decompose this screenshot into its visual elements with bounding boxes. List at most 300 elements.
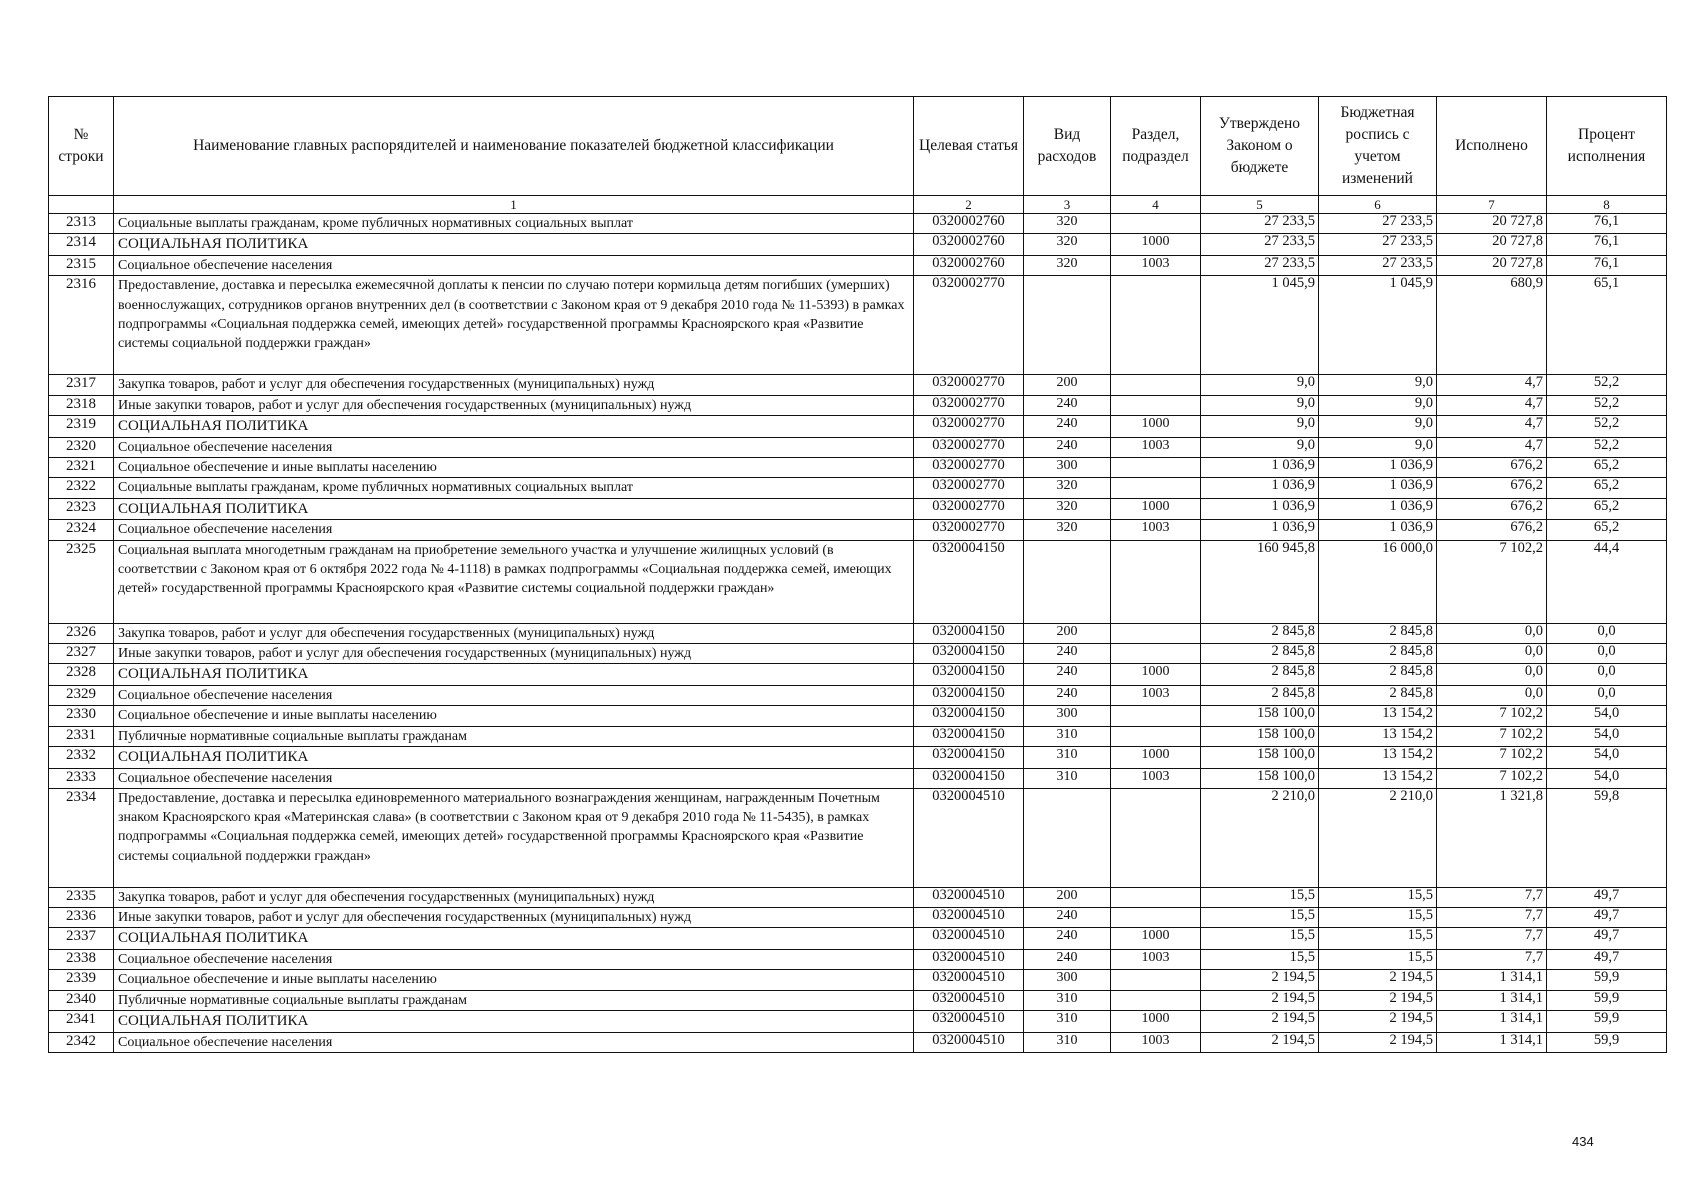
table-row: [49, 990, 1667, 1010]
execution-percent: 76,1: [1547, 256, 1667, 276]
section-code: 1003: [1111, 768, 1201, 788]
execution-percent: 0,0: [1547, 623, 1667, 643]
executed-amount: 1 314,1: [1437, 970, 1547, 990]
row-number: 2320: [49, 437, 114, 457]
approved-amount: 15,5: [1201, 887, 1319, 907]
table-row: [49, 498, 1667, 520]
budget-plan-amount: 2 845,8: [1319, 664, 1437, 686]
executed-amount: 7 102,2: [1437, 768, 1547, 788]
target-article: 0320002770: [914, 457, 1024, 477]
execution-percent: 54,0: [1547, 706, 1667, 726]
execution-percent: 44,4: [1547, 540, 1667, 623]
approved-amount: 2 194,5: [1201, 970, 1319, 990]
row-number: 2341: [49, 1011, 114, 1033]
indicator-name: Социальные выплаты гражданам, кроме публичных нормативных социальных выплат: [114, 214, 914, 234]
approved-amount: 1 045,9: [1201, 276, 1319, 375]
budget-plan-amount: 1 036,9: [1319, 498, 1437, 520]
target-article: 0320004150: [914, 540, 1024, 623]
table-row: [49, 623, 1667, 643]
section-code: 1003: [1111, 256, 1201, 276]
column-number-blank: [49, 196, 114, 214]
execution-percent: 0,0: [1547, 664, 1667, 686]
target-article: 0320002770: [914, 395, 1024, 415]
table-row: [49, 685, 1667, 705]
budget-plan-amount: 27 233,5: [1319, 214, 1437, 234]
expense-type: 240: [1024, 643, 1111, 663]
budget-execution-table: [48, 96, 1667, 1053]
approved-amount: 27 233,5: [1201, 234, 1319, 256]
budget-plan-amount: 13 154,2: [1319, 768, 1437, 788]
indicator-name: Социальное обеспечение населения: [114, 685, 914, 705]
indicator-name: СОЦИАЛЬНАЯ ПОЛИТИКА: [114, 664, 914, 686]
section-code: 1000: [1111, 234, 1201, 256]
approved-amount: 1 036,9: [1201, 498, 1319, 520]
approved-amount: 9,0: [1201, 437, 1319, 457]
column-number: 6: [1319, 196, 1437, 214]
table-header-row: [49, 97, 1667, 196]
table-row: [49, 908, 1667, 928]
table-row: [49, 478, 1667, 498]
section-code: 1000: [1111, 498, 1201, 520]
approved-amount: 1 036,9: [1201, 457, 1319, 477]
execution-percent: 59,9: [1547, 1011, 1667, 1033]
indicator-name: Социальное обеспечение населения: [114, 950, 914, 970]
executed-amount: 7,7: [1437, 908, 1547, 928]
expense-type: 320: [1024, 520, 1111, 540]
row-number: 2337: [49, 928, 114, 950]
expense-type: 320: [1024, 498, 1111, 520]
expense-type: 200: [1024, 375, 1111, 395]
expense-type: 300: [1024, 970, 1111, 990]
header-target-article: Целевая статья: [914, 97, 1024, 196]
expense-type: 200: [1024, 887, 1111, 907]
execution-percent: 49,7: [1547, 928, 1667, 950]
target-article: 0320002770: [914, 415, 1024, 437]
executed-amount: 7 102,2: [1437, 726, 1547, 746]
section-code: 1000: [1111, 664, 1201, 686]
expense-type: 300: [1024, 457, 1111, 477]
approved-amount: 158 100,0: [1201, 746, 1319, 768]
budget-plan-amount: 9,0: [1319, 375, 1437, 395]
indicator-name: Иные закупки товаров, работ и услуг для обеспечения государственных (муниципальных) нужд: [114, 908, 914, 928]
execution-percent: 52,2: [1547, 375, 1667, 395]
row-number: 2331: [49, 726, 114, 746]
approved-amount: 1 036,9: [1201, 478, 1319, 498]
approved-amount: 27 233,5: [1201, 214, 1319, 234]
section-code: [1111, 276, 1201, 375]
expense-type: 240: [1024, 415, 1111, 437]
header-percent: Процент исполнения: [1547, 97, 1667, 196]
indicator-name: Социальное обеспечение населения: [114, 1032, 914, 1052]
execution-percent: 0,0: [1547, 643, 1667, 663]
target-article: 0320004510: [914, 788, 1024, 887]
target-article: 0320004150: [914, 746, 1024, 768]
target-article: 0320004150: [914, 623, 1024, 643]
executed-amount: 4,7: [1437, 437, 1547, 457]
section-code: 1003: [1111, 950, 1201, 970]
table-row: [49, 375, 1667, 395]
row-number: 2333: [49, 768, 114, 788]
indicator-name: СОЦИАЛЬНАЯ ПОЛИТИКА: [114, 928, 914, 950]
approved-amount: 2 845,8: [1201, 685, 1319, 705]
budget-plan-amount: 2 194,5: [1319, 1011, 1437, 1033]
section-code: [1111, 457, 1201, 477]
budget-plan-amount: 2 845,8: [1319, 685, 1437, 705]
budget-plan-amount: 13 154,2: [1319, 726, 1437, 746]
table-row: [49, 214, 1667, 234]
indicator-name: Социальное обеспечение населения: [114, 768, 914, 788]
target-article: 0320002760: [914, 256, 1024, 276]
budget-plan-amount: 2 194,5: [1319, 970, 1437, 990]
expense-type: 240: [1024, 437, 1111, 457]
approved-amount: 2 845,8: [1201, 664, 1319, 686]
table-row: [49, 415, 1667, 437]
target-article: 0320004510: [914, 908, 1024, 928]
executed-amount: 676,2: [1437, 498, 1547, 520]
executed-amount: 4,7: [1437, 375, 1547, 395]
execution-percent: 52,2: [1547, 395, 1667, 415]
target-article: 0320002760: [914, 214, 1024, 234]
column-number: 4: [1111, 196, 1201, 214]
section-code: 1003: [1111, 1032, 1201, 1052]
budget-plan-amount: 9,0: [1319, 437, 1437, 457]
section-code: 1000: [1111, 415, 1201, 437]
target-article: 0320004150: [914, 726, 1024, 746]
row-number: 2324: [49, 520, 114, 540]
row-number: 2336: [49, 908, 114, 928]
row-number: 2318: [49, 395, 114, 415]
section-code: [1111, 990, 1201, 1010]
budget-plan-amount: 13 154,2: [1319, 706, 1437, 726]
table-row: [49, 706, 1667, 726]
indicator-name: СОЦИАЛЬНАЯ ПОЛИТИКА: [114, 415, 914, 437]
expense-type: 310: [1024, 768, 1111, 788]
table-row: [49, 928, 1667, 950]
approved-amount: 2 845,8: [1201, 623, 1319, 643]
section-code: [1111, 478, 1201, 498]
indicator-name: Закупка товаров, работ и услуг для обеспечения государственных (муниципальных) нужд: [114, 375, 914, 395]
indicator-name: СОЦИАЛЬНАЯ ПОЛИТИКА: [114, 498, 914, 520]
executed-amount: 7,7: [1437, 928, 1547, 950]
expense-type: [1024, 276, 1111, 375]
executed-amount: 20 727,8: [1437, 214, 1547, 234]
approved-amount: 2 845,8: [1201, 643, 1319, 663]
table-row: [49, 276, 1667, 375]
executed-amount: 4,7: [1437, 395, 1547, 415]
expense-type: 320: [1024, 214, 1111, 234]
table-row: [49, 234, 1667, 256]
target-article: 0320004150: [914, 643, 1024, 663]
header-name: Наименование главных распорядителей и наименование показателей бюджетной классификации: [114, 97, 914, 196]
approved-amount: 1 036,9: [1201, 520, 1319, 540]
expense-type: 310: [1024, 990, 1111, 1010]
expense-type: 320: [1024, 234, 1111, 256]
executed-amount: 7,7: [1437, 950, 1547, 970]
table-row: [49, 788, 1667, 887]
target-article: 0320004510: [914, 970, 1024, 990]
column-number-row: [49, 196, 1667, 214]
expense-type: 310: [1024, 1011, 1111, 1033]
execution-percent: 76,1: [1547, 234, 1667, 256]
approved-amount: 2 194,5: [1201, 1032, 1319, 1052]
row-number: 2314: [49, 234, 114, 256]
execution-percent: 59,9: [1547, 1032, 1667, 1052]
row-number: 2326: [49, 623, 114, 643]
executed-amount: 1 314,1: [1437, 1011, 1547, 1033]
target-article: 0320004510: [914, 950, 1024, 970]
executed-amount: 7 102,2: [1437, 706, 1547, 726]
section-code: [1111, 395, 1201, 415]
executed-amount: 0,0: [1437, 623, 1547, 643]
execution-percent: 65,2: [1547, 498, 1667, 520]
budget-plan-amount: 16 000,0: [1319, 540, 1437, 623]
approved-amount: 158 100,0: [1201, 706, 1319, 726]
section-code: [1111, 540, 1201, 623]
budget-plan-amount: 13 154,2: [1319, 746, 1437, 768]
execution-percent: 52,2: [1547, 437, 1667, 457]
target-article: 0320004510: [914, 928, 1024, 950]
row-number: 2340: [49, 990, 114, 1010]
budget-plan-amount: 9,0: [1319, 395, 1437, 415]
execution-percent: 54,0: [1547, 768, 1667, 788]
executed-amount: 1 321,8: [1437, 788, 1547, 887]
execution-percent: 54,0: [1547, 746, 1667, 768]
execution-percent: 52,2: [1547, 415, 1667, 437]
approved-amount: 2 210,0: [1201, 788, 1319, 887]
approved-amount: 2 194,5: [1201, 990, 1319, 1010]
table-row: [49, 768, 1667, 788]
section-code: 1003: [1111, 685, 1201, 705]
indicator-name: Социальное обеспечение населения: [114, 520, 914, 540]
budget-plan-amount: 1 036,9: [1319, 478, 1437, 498]
budget-plan-amount: 1 045,9: [1319, 276, 1437, 375]
expense-type: 240: [1024, 928, 1111, 950]
table-row: [49, 1032, 1667, 1052]
indicator-name: Публичные нормативные социальные выплаты гражданам: [114, 726, 914, 746]
budget-plan-amount: 27 233,5: [1319, 256, 1437, 276]
row-number: 2332: [49, 746, 114, 768]
indicator-name: СОЦИАЛЬНАЯ ПОЛИТИКА: [114, 234, 914, 256]
expense-type: [1024, 540, 1111, 623]
section-code: [1111, 887, 1201, 907]
table-row: [49, 256, 1667, 276]
table-row: [49, 664, 1667, 686]
budget-plan-amount: 15,5: [1319, 928, 1437, 950]
indicator-name: Иные закупки товаров, работ и услуг для обеспечения государственных (муниципальных) нужд: [114, 643, 914, 663]
executed-amount: 0,0: [1437, 685, 1547, 705]
indicator-name: Социальные выплаты гражданам, кроме публичных нормативных социальных выплат: [114, 478, 914, 498]
execution-percent: 54,0: [1547, 726, 1667, 746]
header-executed: Исполнено: [1437, 97, 1547, 196]
target-article: 0320002770: [914, 437, 1024, 457]
row-number: 2339: [49, 970, 114, 990]
execution-percent: 49,7: [1547, 908, 1667, 928]
expense-type: 310: [1024, 1032, 1111, 1052]
section-code: 1000: [1111, 928, 1201, 950]
expense-type: 240: [1024, 664, 1111, 686]
expense-type: 300: [1024, 706, 1111, 726]
execution-percent: 65,2: [1547, 520, 1667, 540]
table-row: [49, 457, 1667, 477]
table-row: [49, 395, 1667, 415]
table-row: [49, 726, 1667, 746]
column-number: 5: [1201, 196, 1319, 214]
header-approved: Утверждено Законом о бюджете: [1201, 97, 1319, 196]
budget-plan-amount: 2 845,8: [1319, 643, 1437, 663]
row-number: 2335: [49, 887, 114, 907]
budget-plan-amount: 2 210,0: [1319, 788, 1437, 887]
indicator-name: Социальное обеспечение и иные выплаты населению: [114, 970, 914, 990]
executed-amount: 7,7: [1437, 887, 1547, 907]
column-number: 2: [914, 196, 1024, 214]
row-number: 2325: [49, 540, 114, 623]
target-article: 0320004510: [914, 990, 1024, 1010]
executed-amount: 1 314,1: [1437, 990, 1547, 1010]
execution-percent: 65,1: [1547, 276, 1667, 375]
target-article: 0320004150: [914, 768, 1024, 788]
expense-type: [1024, 788, 1111, 887]
target-article: 0320002770: [914, 375, 1024, 395]
row-number: 2319: [49, 415, 114, 437]
row-number: 2334: [49, 788, 114, 887]
executed-amount: 7 102,2: [1437, 540, 1547, 623]
target-article: 0320002770: [914, 478, 1024, 498]
indicator-name: СОЦИАЛЬНАЯ ПОЛИТИКА: [114, 1011, 914, 1033]
table-row: [49, 540, 1667, 623]
column-number: 1: [114, 196, 914, 214]
budget-plan-amount: 1 036,9: [1319, 520, 1437, 540]
header-section: Раздел, подраздел: [1111, 97, 1201, 196]
column-number: 3: [1024, 196, 1111, 214]
indicator-name: Закупка товаров, работ и услуг для обеспечения государственных (муниципальных) нужд: [114, 623, 914, 643]
budget-plan-amount: 15,5: [1319, 908, 1437, 928]
target-article: 0320004510: [914, 887, 1024, 907]
indicator-name: Предоставление, доставка и пересылка единовременного материального вознаграждения женщинам, награжденным Почетным знаком Красноярского края «Материнская слава» (в соответствии с Законом края от 9 декабря 2010 года № 11-5435), в рамках подпрограммы «Социальная поддержка семей, имеющих детей» государственной программы Красноярского края «Развитие системы социальной поддержки граждан»: [114, 788, 914, 887]
approved-amount: 9,0: [1201, 395, 1319, 415]
execution-percent: 59,9: [1547, 970, 1667, 990]
header-row-number: № строки: [49, 97, 114, 196]
target-article: 0320004150: [914, 664, 1024, 686]
execution-percent: 49,7: [1547, 950, 1667, 970]
header-budget-plan: Бюджетная роспись с учетом изменений: [1319, 97, 1437, 196]
row-number: 2316: [49, 276, 114, 375]
indicator-name: Социальная выплата многодетным гражданам на приобретение земельного участка и улучшение жилищных условий (в соответствии с Законом края от 6 октября 2022 года № 4-1118) в рамках подпрограммы «Социальная поддержка семей, имеющих детей» государственной программы Красноярского края «Развитие системы социальной поддержки граждан»: [114, 540, 914, 623]
executed-amount: 1 314,1: [1437, 1032, 1547, 1052]
expense-type: 320: [1024, 478, 1111, 498]
approved-amount: 9,0: [1201, 415, 1319, 437]
table-row: [49, 520, 1667, 540]
execution-percent: 65,2: [1547, 478, 1667, 498]
row-number: 2313: [49, 214, 114, 234]
approved-amount: 2 194,5: [1201, 1011, 1319, 1033]
row-number: 2323: [49, 498, 114, 520]
column-number: 7: [1437, 196, 1547, 214]
expense-type: 240: [1024, 395, 1111, 415]
indicator-name: СОЦИАЛЬНАЯ ПОЛИТИКА: [114, 746, 914, 768]
expense-type: 200: [1024, 623, 1111, 643]
target-article: 0320004150: [914, 706, 1024, 726]
execution-percent: 76,1: [1547, 214, 1667, 234]
expense-type: 320: [1024, 256, 1111, 276]
table-row: [49, 887, 1667, 907]
expense-type: 240: [1024, 685, 1111, 705]
executed-amount: 0,0: [1437, 643, 1547, 663]
section-code: [1111, 970, 1201, 990]
execution-percent: 59,8: [1547, 788, 1667, 887]
table-row: [49, 1011, 1667, 1033]
section-code: [1111, 706, 1201, 726]
executed-amount: 676,2: [1437, 520, 1547, 540]
column-number: 8: [1547, 196, 1667, 214]
target-article: 0320002770: [914, 276, 1024, 375]
section-code: [1111, 908, 1201, 928]
approved-amount: 15,5: [1201, 928, 1319, 950]
budget-plan-amount: 9,0: [1319, 415, 1437, 437]
budget-plan-amount: 2 194,5: [1319, 990, 1437, 1010]
execution-percent: 0,0: [1547, 685, 1667, 705]
approved-amount: 9,0: [1201, 375, 1319, 395]
section-code: [1111, 643, 1201, 663]
section-code: 1000: [1111, 1011, 1201, 1033]
section-code: [1111, 375, 1201, 395]
table-row: [49, 746, 1667, 768]
expense-type: 240: [1024, 950, 1111, 970]
executed-amount: 20 727,8: [1437, 234, 1547, 256]
expense-type: 310: [1024, 746, 1111, 768]
row-number: 2315: [49, 256, 114, 276]
target-article: 0320002770: [914, 498, 1024, 520]
section-code: [1111, 623, 1201, 643]
row-number: 2328: [49, 664, 114, 686]
expense-type: 240: [1024, 908, 1111, 928]
section-code: [1111, 214, 1201, 234]
row-number: 2330: [49, 706, 114, 726]
table-row: [49, 643, 1667, 663]
executed-amount: 0,0: [1437, 664, 1547, 686]
row-number: 2342: [49, 1032, 114, 1052]
indicator-name: Социальное обеспечение населения: [114, 437, 914, 457]
executed-amount: 676,2: [1437, 457, 1547, 477]
execution-percent: 59,9: [1547, 990, 1667, 1010]
target-article: 0320004150: [914, 685, 1024, 705]
table-body: [49, 214, 1667, 1053]
indicator-name: Социальное обеспечение населения: [114, 256, 914, 276]
approved-amount: 158 100,0: [1201, 768, 1319, 788]
row-number: 2329: [49, 685, 114, 705]
section-code: 1003: [1111, 520, 1201, 540]
approved-amount: 15,5: [1201, 908, 1319, 928]
row-number: 2317: [49, 375, 114, 395]
budget-plan-amount: 1 036,9: [1319, 457, 1437, 477]
approved-amount: 160 945,8: [1201, 540, 1319, 623]
executed-amount: 7 102,2: [1437, 746, 1547, 768]
row-number: 2321: [49, 457, 114, 477]
indicator-name: Закупка товаров, работ и услуг для обеспечения государственных (муниципальных) нужд: [114, 887, 914, 907]
target-article: 0320004510: [914, 1011, 1024, 1033]
budget-plan-amount: 15,5: [1319, 887, 1437, 907]
executed-amount: 20 727,8: [1437, 256, 1547, 276]
target-article: 0320004510: [914, 1032, 1024, 1052]
indicator-name: Социальное обеспечение и иные выплаты населению: [114, 706, 914, 726]
target-article: 0320002760: [914, 234, 1024, 256]
indicator-name: Публичные нормативные социальные выплаты гражданам: [114, 990, 914, 1010]
budget-plan-amount: 27 233,5: [1319, 234, 1437, 256]
indicator-name: Социальное обеспечение и иные выплаты населению: [114, 457, 914, 477]
expense-type: 310: [1024, 726, 1111, 746]
row-number: 2338: [49, 950, 114, 970]
row-number: 2322: [49, 478, 114, 498]
target-article: 0320002770: [914, 520, 1024, 540]
